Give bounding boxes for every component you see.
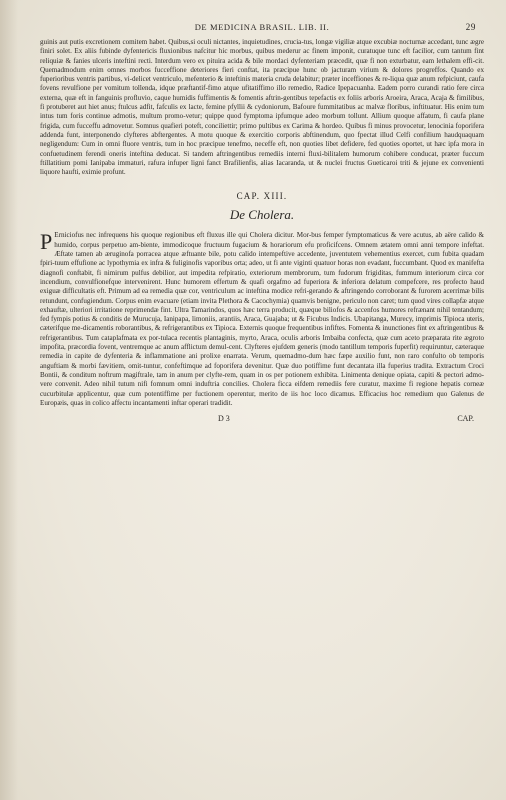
chapter-number: CAP. XIII. [236, 191, 288, 202]
drop-cap: P [40, 229, 53, 255]
running-head-text: DE MEDICINA BRASIL. LIB. II. [194, 22, 330, 32]
running-head [40, 22, 484, 36]
catchword: CAP. [457, 414, 474, 424]
paragraph-continuation: guinis aut putis excretionem comitem habet. Quibus,si oculi nictantes, inquietudines, crucia-tus, longæ vigiliæ atque excubiæ nocturnæ accedant, tunc ægre finiri solet. Ex aliis fubinde dyfentericis fluxionibus nafcitur hic morbus, quibus mederur ac finem imponit, curatuque tunc eft facilior, cum tantum fint reliquiæ & fanies ulceris inteftini recti. Interdum vero ex pituira acida & bile mordaci dyfenteriam præcedit, quæ fi non exturbatur, eam lethalem effi-cit. Quemadmodum enim omnes morbos fucceffione deteriores fieri conftat, ita præcipue hunc ob jacturam virium & dolores progreffos. Quando ex fuperioribus ventris partibus, vi-delicet ventriculo, mefenterio & inteftinis materia cruda delabitur; præter inceffiones & re-liqua quæ anum refpiciunt, caufa fovens revulfione per vomitum tollenda, idque præftantif-fimo atque ufitatiffimo illo remedio, Radice Ipepacuanha. Eadem porro curandi ratio fere circa externa, quæ eft in fanguinis profluvio, caque humidis fuffimentis & fomentis aftrin-gentibus tepefactis ex foliis arboris Aroeira, Araca, Acaja & fimilibus, fi protuberet aut hiet anus; ftulcus adfit, fafculis ex lacte, femine pfyllii & cydoniorum, Bafoure fummitatibus ac malvæ floribus, inftituatur. His enim tum intus tum foris continue admotis, multum promo-vetur; quippe quod fymptoma ipfumque adeo morbum tollunt. Allium quoque affatum, fi caufa plane frigida, cum fucceffu admovetur. Somnus quafieri poteft, conciliettir; primo pultibus ex Carima & hordeo. Quibus fi minus provocetur, lenocinia foporifera addenda funt, interponendo clyfteres abftergentes. A motu quoque & exercitio corporis abftinendum, quo fpectat illud Celfi confilium haudquaquam negligendum: Cum in omni fluore ventris, tum in hoc præcipue tenefmo, neceffe eft, non quoties libet defidere, fed quoties oportet, ut hæc ipfa mora in confuetudinem ferendi oneris inteftina deducat. Si tandem aftringentibus remediis interni fluxi-bilitalem humorum cohibere conducat, præter fuccum ftillatitium pomi Ianipaba immaturi, rafura infuper ligni fanct Brafilienfis, alias Iacaranda, ut & nuclei fructus Gueticaroi triti & jejune ex convenienti liquore haufti, eximie profunt. [40, 38, 484, 177]
chapter-body-text: Erniciofus nec infrequens his quoque regionibus eft fluxus ille qui Cholera dicitur. Mor-bus femper fymptomaticus & vere acutus, ab aëre calido & humido, corpus perpetuo am-biente, immodicoque fructuum fugacium & horariorum efu proficifcens. Omnem ætatem omni anni tempore infeftat. Æftate tamen ab æruginofa porracea atque æftuante bile, potu calido intempeftive accedente, juventutem vehementius exercet, cum fubita quadam fpiri-tuum effufione ac lypothymia ex infra & fuliginofis vaporibus orta; adeo, ut fi ante viginti quatuor horas non evadant, fuccumbant. Quod ex manifefta diagnofi conftabit, fi nimirum pulfus debilior, aut impedita refpiratio, exteriorum membrorum, tum fudorum frigiditas, fummum interiorum circa cor incendium, convulfionefque intervenirent. Hunc humorem effertum & quafi orgafmo ad fuperiora & inferiora delatum compefcere, res profecto haud exiguæ difficultatis eft. Primum ad ea remedia quæ cor, ventriculum ac inteftina modice refri-gerando & aftringendo corroborant & furorem acerrimæ bilis retundunt, confugiendum. Corpus enim evacuare (etiam invita Plethora & Cacochymia) quamvis benigne, periculo non caret; tum quod vires collapfæ atque exhauftæ, ulteriori irritatione reprimendæ fint. Ultra Tamarindos, quos hæc terra producit, quæque biliofos & accenfos humores refrænant nihil tentandum; fed fympis potius & conditis de Murucuja, Ianipapa, limoniis, arantiis, Araca, Guajaba; ut & Ficubus Indicis. Ubapitanga, Murecy, imprimis Tipioca uteris, cæterifque me-dicamentis roborantibus, & refrigerantibus ex Tipioca. Externis quoque frequentibus infiftes. Fomenta & inunctiones fint ex aftringentibus & refrigerantibus. Tum cataplafmata ex por-tulaca recentis plantaginis, myrto, Araca, oculis arboris Imbaiba confecta, quæ cum aceto præparata rite ægroto impofita, præcordia fovent, ventremque ac anum afflictum demul-cent. Clyfteres ejufdem generis (modo tantillum temporis fuperfit) requiruntur, cæteraque remedia in capite de dyfenteria & inflammatione ani prolixe enarrata. Verum, quemadmo-dum hæc fæpe auxilio funt, non raro confulto ob temporis anguftiam & morbi fævitiem, omit-tuntur, confeftimque ad foporifera devenitur. Quæ duo potiffime funt decantata illa fuperius tradita. Extractum Croci Bontii, & conditum noftrum magiftrale, tam in anum per clyfte-rem, quam in os per potionem exhibita. Linimenta denique opiata, capiti & pectori admo-vere convenit. Adeo nihil tutum nifi fomnum omni induftria concilies. Cholera ficca eifdem remediis fere curatur, maxime fi regione hepatis corneæ cucurbitulæ applicentur, quæ cum potentiffime per fuctionem operentur, merito de iis hoc loco dicamus. Efficacius hoc remedium quo Galenus de Europæis, quas in colico affectu incantamenti inftar operari tradidit. [40, 231, 484, 407]
chapter-body [40, 231, 484, 408]
signature-mark: D 3 [218, 414, 230, 424]
page-footer [40, 414, 484, 428]
binding-shadow [0, 0, 18, 800]
chapter-title: De Cholera. [229, 207, 295, 223]
page-number: 29 [465, 22, 476, 32]
